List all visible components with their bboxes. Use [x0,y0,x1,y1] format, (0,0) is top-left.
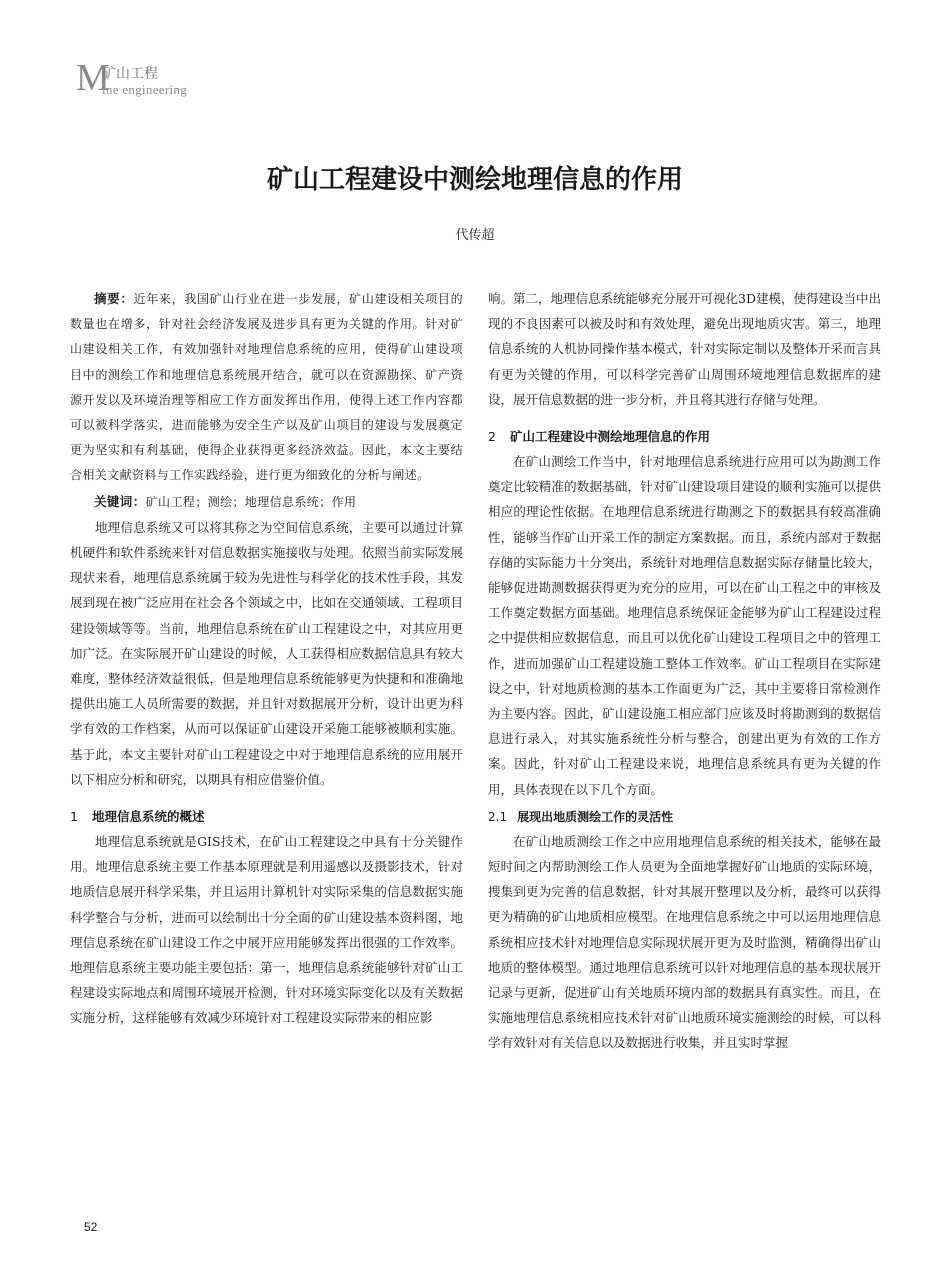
journal-logo-letter: M [76,57,110,99]
section-1-number: 1 [70,809,78,825]
intro-paragraph: 地理信息系统又可以将其称之为空间信息系统，主要可以通过计算机硬件和软件系统来针对信息数据实施接收与处理。依照当前实际发展现状来看，地理信息系统属于较为先进性与科学化的技术性手段，其发展到现在被广泛应用在社会各个领域之中，比如在交通领域、工程项目建设领域等等。当前，地理信息系统在矿山工程建设之中，对其应用更加广泛。在实际展开矿山建设的时候，人工获得相应数据信息具有较大难度，整体经济效益很低，但是地理信息系统能够更为快捷和和准确地提供出施工人员所需要的数据，并且针对数据展开分析，设计出更为科学有效的工作档案，从而可以保证矿山建设开采施工能够被顺利实施。基于此，本文主要针对矿山工程建设之中对于地理信息系统的应用展开以下相应分析和研究，以期具有相应借鉴价值。 [70,519,463,787]
abstract-label: 摘要： [94,291,134,306]
section-1-paragraph-right: 响。第二，地理信息系统能够充分展开可视化3D建模，使得建设当中出现的不良因素可以被及时和有效处理，避免出现地质灾害。第三，地理信息系统的人机协同操作基本模式，针对实际定制以及整体开采而言具有更为关键的作用，可以科学完善矿山周围环境地理信息数据库的建设，展开信息数据的进一步分析，并且将其进行存储与处理。 [488,291,881,407]
section-2-1-paragraph: 在矿山地质测绘工作之中应用地理信息系统的相关技术，能够在最短时间之内帮助测绘工作人员更为全面地掌握好矿山地质的实际环境，搜集到更为完善的信息数据，针对其展开整理以及分析，最终可以获得更为精确的矿山地质相应模型。在地理信息系统之中可以运用地理信息系统相应技术针对地理信息实际现状展开更为及时监测，精确得出矿山地质的整体模型。通过地理信息系统可以针对地理信息的基本现状展开记录与更新，促进矿山有关地质环境内部的数据具有真实性。而且，在实施地理信息系统相应技术针对矿山地质环境实施测绘的时候，可以科学有效针对有关信息以及数据进行收集，并且实时掌握 [488,833,881,1051]
abstract-text: 近年来，我国矿山行业在进一步发展，矿山建设相关项目的数量也在增多，针对社会经济发展及进步具有更为关键的作用。针对矿山建设相关工作，有效加强针对地理信息系统的应用，使得矿山建设项目中的测绘工作和地理信息系统展开结合，就可以在资源勘探、矿产资源开发以及环境治理等相应工作方面发挥出作用，使得上述工作内容都可以被科学落实，进而能够为安全生产以及矿山项目的建设与发展奠定更为坚实和有利基础，使得企业获得更多经济效益。因此，本文主要结合相关文献资料与工作实践经验，进行更为细致化的分析与阐述。 [70,292,463,483]
keywords-text: 矿山工程；测绘；地理信息系统；作用 [145,494,357,509]
journal-name-cn: 矿山工程 [102,66,158,82]
section-2-paragraph: 在矿山测绘工作当中，针对地理信息系统进行应用可以为勘测工作奠定比较精准的数据基础，针对矿山建设项目建设的顺利实施可以提供相应的理论性依据。在地理信息系统进行勘测之下的数据具有较高准确性，能够当作矿山开采工作的制定方案数据。而且，系统内部对于数据存储的实际能力十分突出，系统针对地理信息数据实际存储量比较大，能够促进勘测数据获得更为充分的应用，可以在矿山工程之中的审核及工作奠定数据方面基础。地理信息系统保证金能够为矿山工程建设过程之中提供相应数据信息，而且可以优化矿山建设工程项目之中的管理工作，进而加强矿山工程建设施工整体工作效率。矿山工程项目在实际建设之中，针对地质检测的基本工作面更为广泛，其中主要将日常检测作为主要内容。因此，矿山建设施工相应部门应该及时将勘测到的数据信息进行录入，对其实施系统性分析与整合，创建出更为有效的工作方案。因此，针对矿山工程建设来说，地理信息系统具有更为关键的作用，具体表现在以下几个方面。 [488,454,881,797]
section-1-paragraph-left: 地理信息系统就是GIS技术，在矿山工程建设之中具有十分关键作用。地理信息系统主要工作基本原理就是利用遥感以及摄影技术，针对地质信息展开科学采集，并且运用计算机针对实际采集的信息数据实施科学整合与分析，进而可以绘制出十分全面的矿山建设基本资料图，地理信息系统在矿山建设工作之中展开应用能够发挥出很强的工作效率。地理信息系统主要功能主要包括：第一，地理信息系统能够针对矿山工程建设实际地点和周围环境展开检测，针对环境实际变化以及有关数据实施分析，这样能够有效减少环境针对工程建设实际带来的相应影 [70,834,463,1026]
section-2-1-title: 展现出地质测绘工作的灵活性 [517,809,674,824]
abstract [70,286,463,489]
section-1-title: 地理信息系统的概述 [91,809,205,825]
page-number: 52 [84,1220,98,1234]
section-2-1-number: 2.1 [488,809,508,824]
right-column [488,286,881,1056]
left-column [70,286,463,1031]
section-1-heading [70,804,463,829]
section-2-title: 矿山工程建设中测绘地理信息的作用 [509,429,710,445]
keywords [70,489,463,515]
journal-name-en: ine engineering [102,82,187,97]
section-2-number: 2 [488,429,496,445]
article-author: 代传超 [455,228,495,243]
keywords-label: 关键词： [94,493,146,509]
section-2-1-heading [488,806,881,829]
article-title: 矿山工程建设中测绘地理信息的作用 [266,165,683,195]
section-2-heading [488,424,881,449]
